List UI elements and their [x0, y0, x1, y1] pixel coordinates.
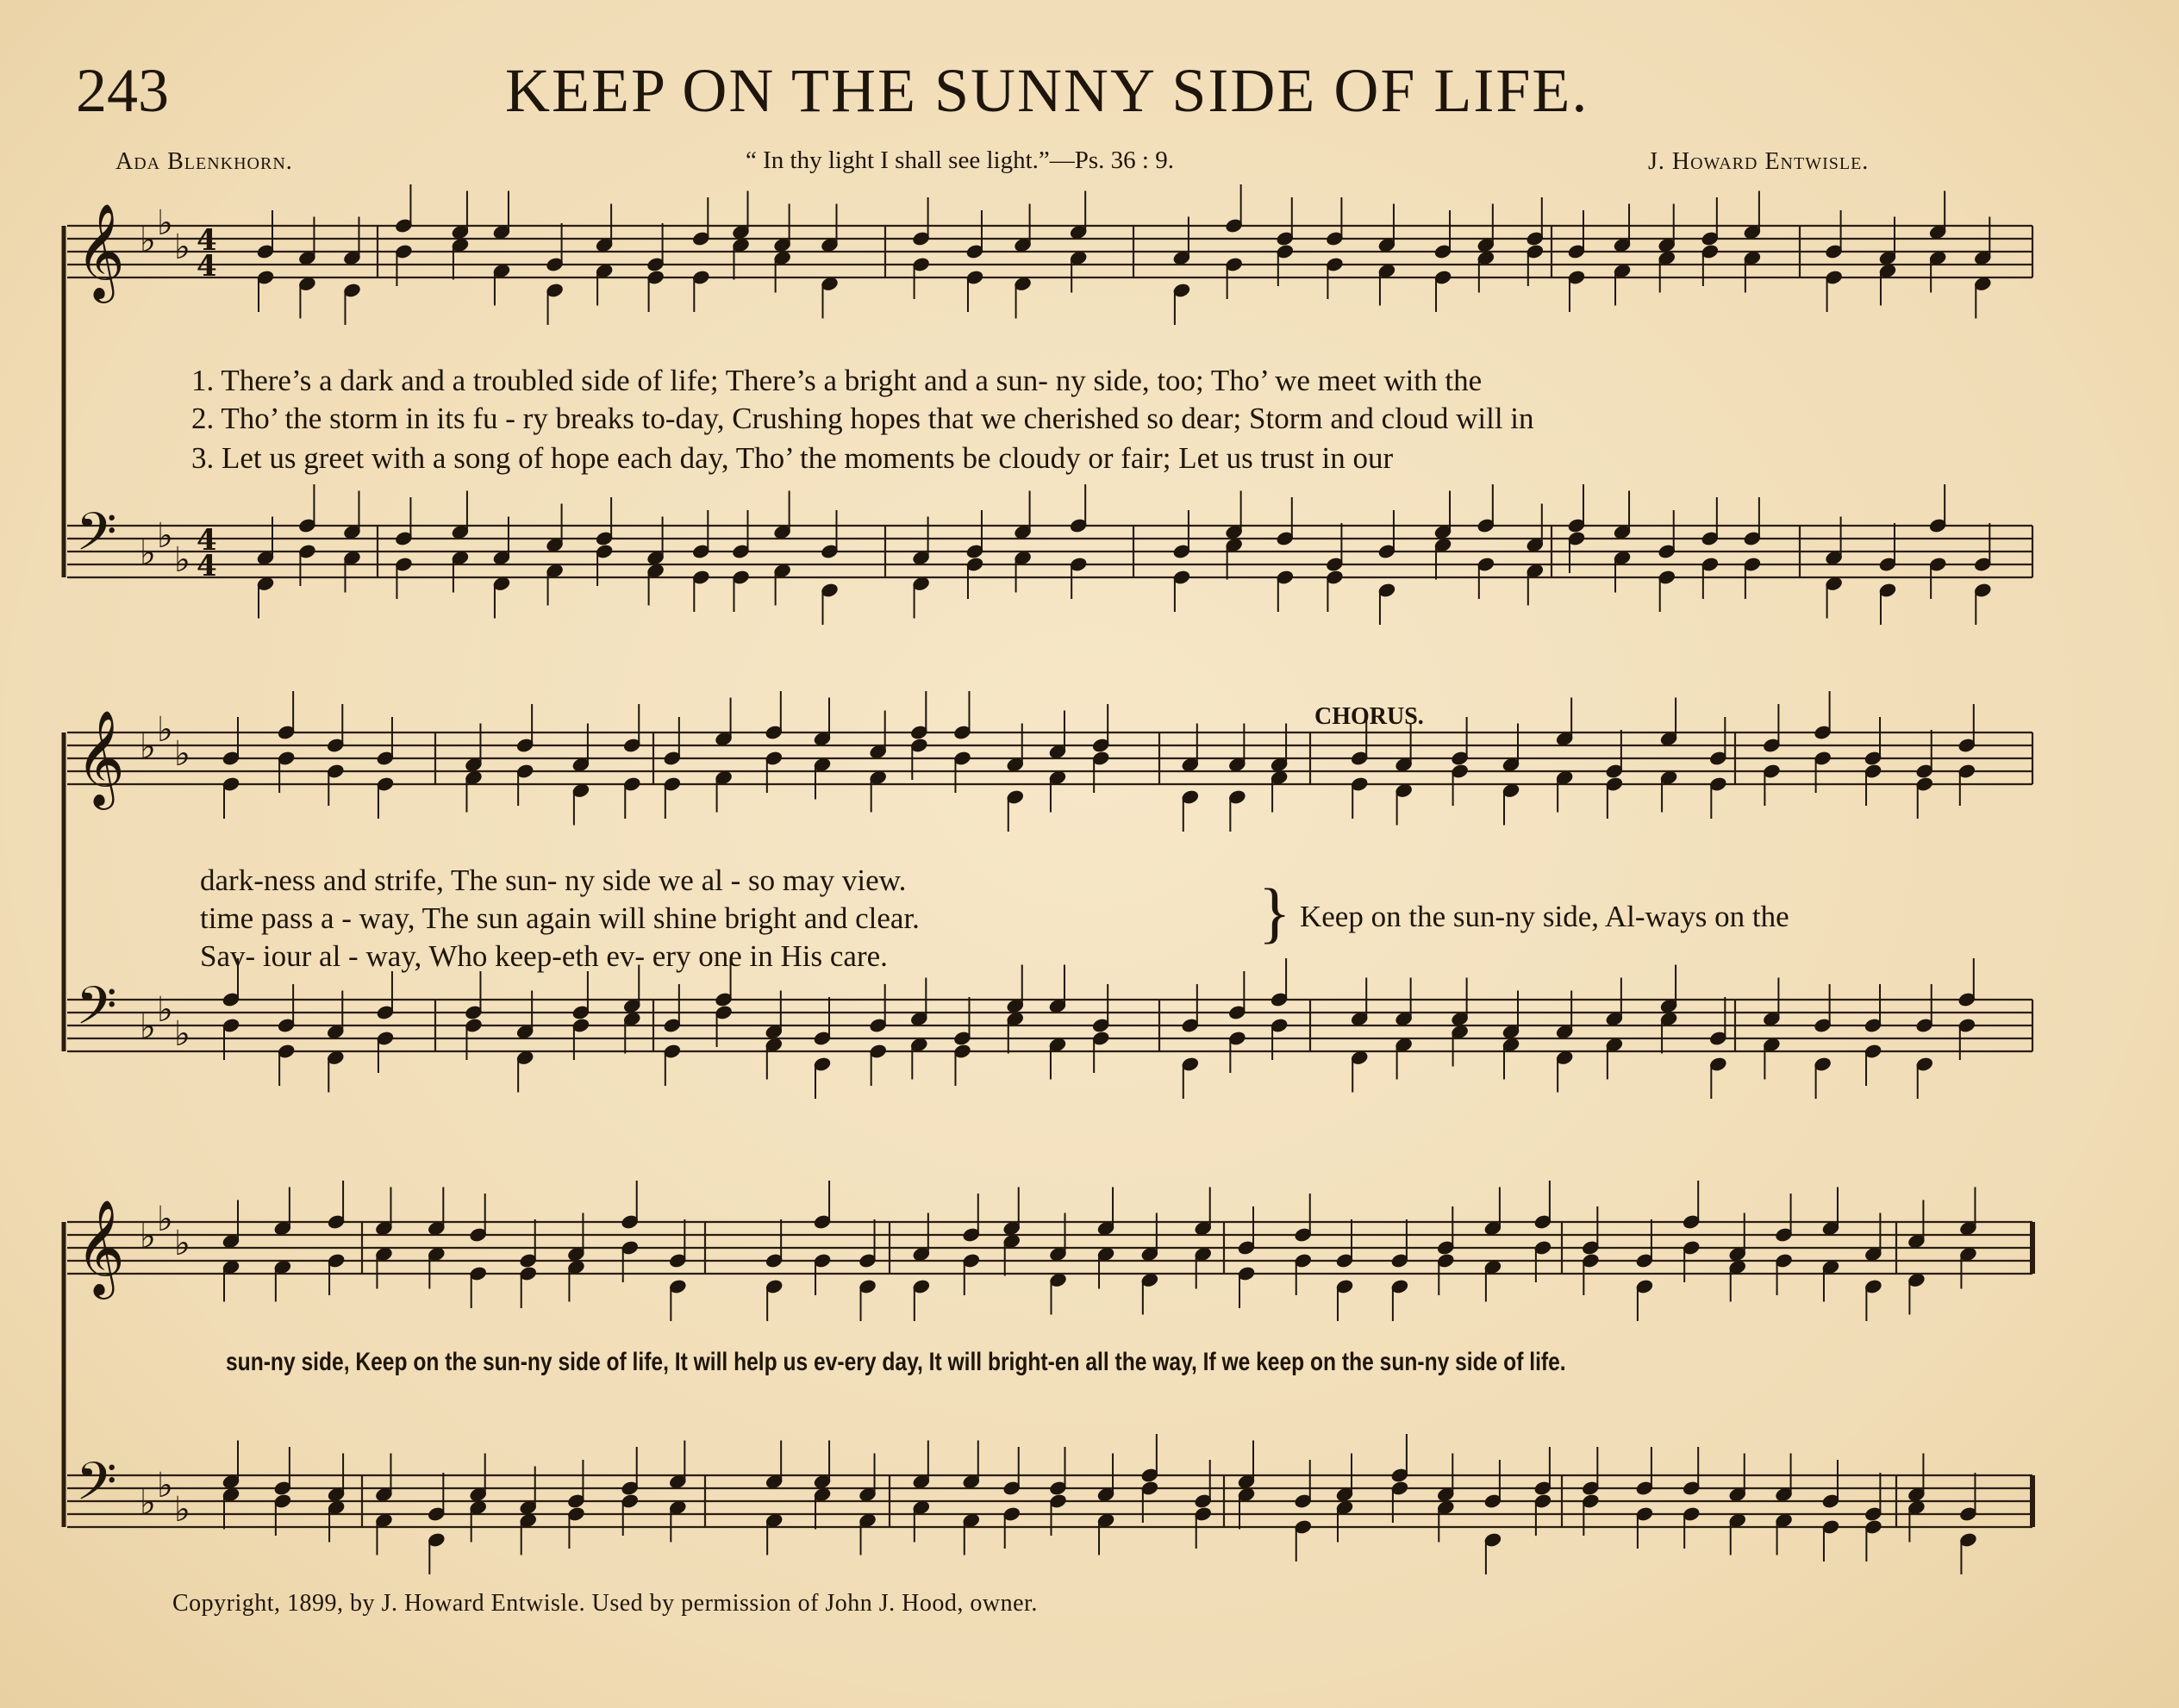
flat-icon: ♭	[157, 516, 173, 556]
system2-verse1-lyrics: dark-ness and strife, The sun- ny side we al - so may view.	[200, 863, 907, 897]
treble-clef-icon: 𝄞	[76, 203, 125, 299]
hymn-title: KEEP ON THE SUNNY SIDE OF LIFE.	[505, 56, 1589, 125]
bass-clef-icon: 𝄢	[76, 502, 117, 576]
flat-icon: ♭	[140, 533, 156, 573]
copyright-notice: Copyright, 1899, by J. Howard Entwisle. Used by permission of John J. Hood, owner.	[172, 1590, 1038, 1617]
flat-icon: ♭	[174, 734, 190, 774]
verse-brace: }	[1258, 875, 1291, 950]
flat-icon: ♭	[157, 203, 173, 243]
time-signature: 4	[197, 523, 217, 558]
flat-icon: ♭	[140, 1007, 156, 1047]
flat-icon: ♭	[174, 540, 190, 580]
bass-clef-icon: 𝄢	[76, 976, 117, 1050]
flat-icon: ♭	[140, 221, 156, 260]
flat-icon: ♭	[140, 727, 156, 767]
flat-icon: ♭	[140, 1217, 156, 1256]
flat-icon: ♭	[174, 228, 190, 267]
flat-icon: ♭	[157, 710, 173, 750]
flat-icon: ♭	[174, 1224, 190, 1263]
bass-clef-icon: 𝄢	[76, 1451, 117, 1525]
system1-verse2-lyrics: 2. Tho’ the storm in its fu - ry breaks to-day, Crushing hopes that we cherished so dear; Storm and cloud will in	[191, 402, 1534, 435]
chorus-refrain-lyrics: Keep on the sun-ny side, Al-ways on the	[1300, 900, 1789, 933]
flat-icon: ♭	[157, 1200, 173, 1239]
author-credit: Ada Blenkhorn.	[116, 148, 293, 175]
composer-credit: J. Howard Entwisle.	[1648, 148, 1870, 175]
flat-icon: ♭	[140, 1483, 156, 1523]
chorus-label: CHORUS.	[1314, 703, 1424, 730]
time-signature: 4	[197, 223, 217, 258]
flat-icon: ♭	[157, 1466, 173, 1505]
treble-clef-icon: 𝄞	[76, 709, 125, 806]
time-signature: 4	[197, 249, 217, 284]
system3-refrain-lyrics: sun-ny side, Keep on the sun-ny side of life, It will help us ev-ery day, It will bright-en all the way, If we keep on the sun-ny side of life.	[226, 1348, 1566, 1376]
time-signature: 4	[197, 549, 217, 583]
system1-verse1-lyrics: 1. There’s a dark and a troubled side of life; There’s a bright and a sun- ny side, too; Tho’ we meet with the	[191, 364, 1483, 397]
system2-verse3-lyrics: Sav- iour al - way, Who keep-eth ev- ery one in His care.	[200, 939, 888, 973]
page-number: 243	[76, 56, 169, 125]
flat-icon: ♭	[157, 990, 173, 1030]
flat-icon: ♭	[174, 1490, 190, 1530]
flat-icon: ♭	[174, 1014, 190, 1054]
system2-verse2-lyrics: time pass a - way, The sun again will shine bright and clear.	[200, 901, 920, 935]
treble-clef-icon: 𝄞	[76, 1199, 125, 1295]
system1-verse3-lyrics: 3. Let us greet with a song of hope each day, Tho’ the moments be cloudy or fair; Let us trust in our	[191, 441, 1394, 475]
scripture-epigraph: “ In thy light I shall see light.”—Ps. 36 : 9.	[746, 146, 1174, 174]
